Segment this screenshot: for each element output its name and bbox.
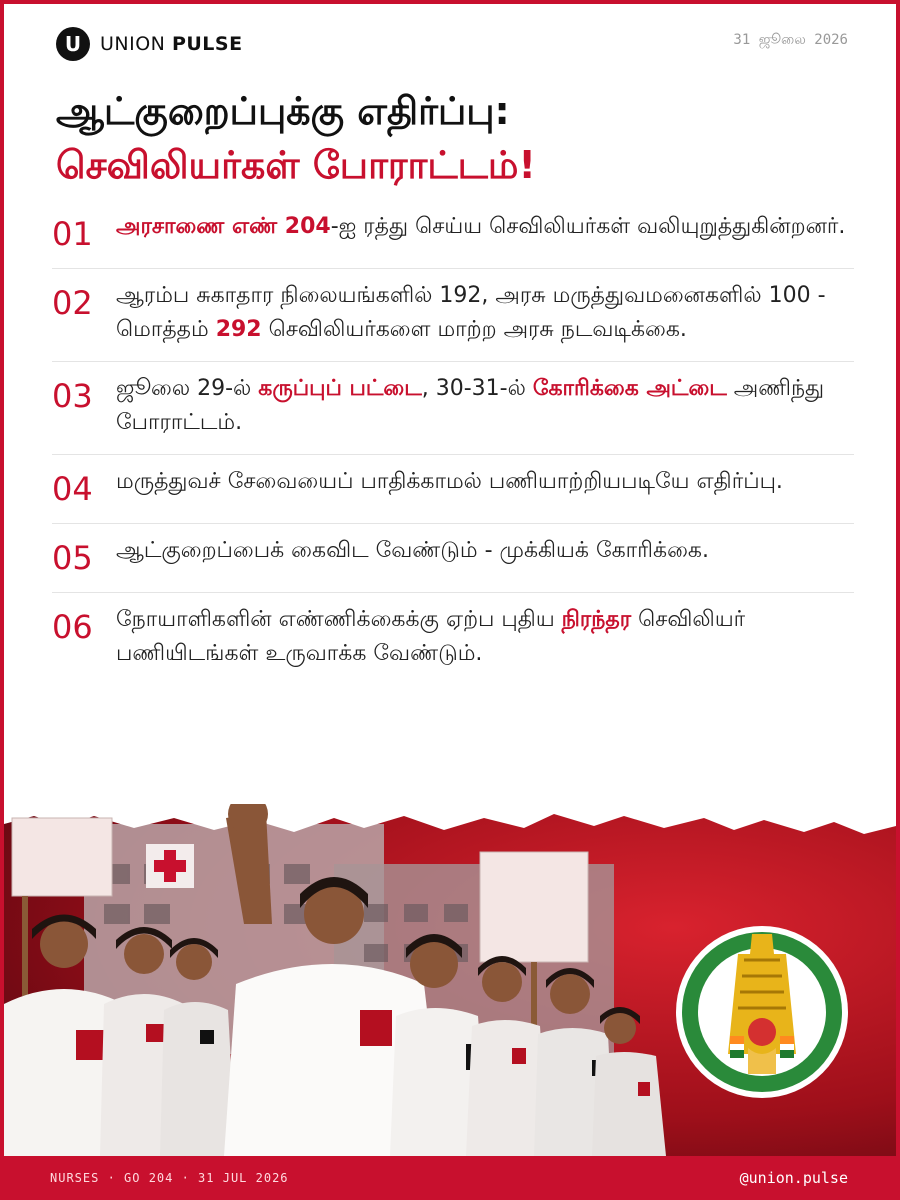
point-number: 03 bbox=[52, 377, 93, 415]
list-item bbox=[52, 200, 854, 269]
union-logo-icon: U bbox=[56, 27, 90, 61]
tamil-nadu-emblem-icon bbox=[676, 926, 848, 1098]
list-item bbox=[52, 524, 854, 593]
brand bbox=[56, 24, 243, 64]
point-text-segment: நோயாளிகளின் எண்ணிக்கைக்கு ஏற்ப புதிய bbox=[116, 607, 562, 632]
point-text-segment: அணிந்து போராட்டம். bbox=[116, 376, 825, 435]
post-date: 31 ஜூலை 2026 bbox=[733, 32, 848, 48]
point-number: 02 bbox=[52, 284, 93, 322]
highlight-text: 292 bbox=[215, 317, 262, 342]
highlight-text: நிரந்தர bbox=[561, 607, 632, 632]
point-text-segment: -ஐ ரத்து செய்ய செவிலியர்கள் வலியுறுத்துகின்றனர். bbox=[330, 214, 846, 239]
points-list bbox=[52, 200, 854, 685]
point-text-segment: மருத்துவச் சேவையைப் பாதிக்காமல் பணியாற்றியபடியே எதிர்ப்பு. bbox=[116, 469, 783, 494]
point-number: 06 bbox=[52, 608, 93, 646]
point-text-segment: ஆட்குறைப்பைக் கைவிட வேண்டும் - முக்கியக் கோரிக்கை. bbox=[116, 538, 709, 563]
footer-tagline: NURSES · GO 204 · 31 JUL 2026 bbox=[50, 1171, 289, 1185]
point-number: 01 bbox=[52, 215, 93, 253]
highlight-text: அரசாணை எண் 204 bbox=[116, 214, 331, 239]
post-card bbox=[4, 4, 896, 1156]
highlight-text: கோரிக்கை அட்டை bbox=[532, 376, 727, 401]
point-text bbox=[116, 534, 854, 578]
point-text-segment: செவிலியர் பணியிடங்கள் உருவாக்க வேண்டும். bbox=[116, 607, 746, 666]
point-text-segment: ஆரம்ப சுகாதார நிலையங்களில் 192, அரசு மருத்துவமனைகளில் 100 - மொத்தம் bbox=[116, 283, 826, 342]
highlight-text: கருப்புப் பட்டை bbox=[258, 376, 422, 401]
point-text bbox=[116, 279, 854, 347]
list-item bbox=[52, 455, 854, 524]
point-text bbox=[116, 465, 854, 509]
footer-handle[interactable]: @union.pulse bbox=[739, 1169, 848, 1187]
brand-name-light: UNION bbox=[100, 33, 166, 55]
brand-name bbox=[100, 33, 243, 55]
point-text-segment: ஜூலை 29-ல் bbox=[116, 376, 259, 401]
point-number: 04 bbox=[52, 470, 93, 508]
protest-illustration bbox=[4, 804, 896, 1156]
list-item bbox=[52, 593, 854, 685]
brand-name-bold: PULSE bbox=[171, 33, 243, 55]
headline bbox=[56, 84, 856, 192]
point-text bbox=[116, 603, 854, 671]
headline-line-1: ஆட்குறைப்புக்கு எதிர்ப்பு: bbox=[56, 89, 510, 133]
list-item bbox=[52, 362, 854, 455]
point-number: 05 bbox=[52, 539, 93, 577]
list-item bbox=[52, 269, 854, 362]
footer bbox=[0, 1156, 900, 1200]
headline-line-2: செவிலியர்கள் போராட்டம்! bbox=[56, 143, 536, 187]
point-text bbox=[116, 372, 854, 440]
point-text-segment: , 30-31-ல் bbox=[421, 376, 533, 401]
point-text-segment: செவிலியர்களை மாற்ற அரசு நடவடிக்கை. bbox=[261, 317, 687, 342]
point-text bbox=[116, 210, 854, 254]
